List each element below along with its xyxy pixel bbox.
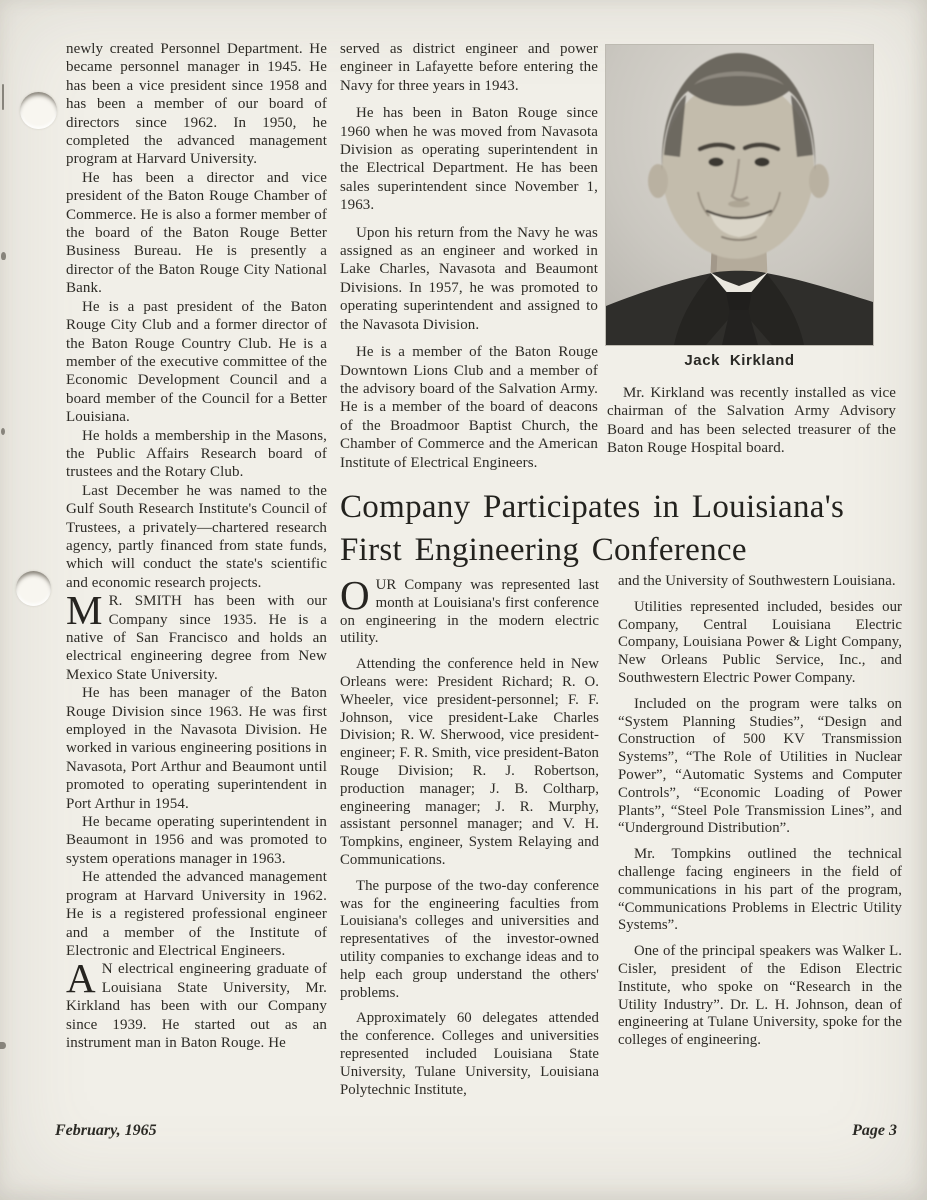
paragraph: He has been in Baton Rouge since 1960 when he was moved from Navasota Division as operating superintendent in the Electrical Department. He has been sales superintendent since November 1, 1963. <box>340 105 598 214</box>
photo-caption: Jack Kirkland <box>684 352 795 369</box>
dropcap-letter: A <box>66 955 96 1002</box>
headline-line2: First Engineering Conference <box>340 532 747 568</box>
headline-line1: Company Participates in Louisiana's <box>340 489 845 525</box>
column-middle <box>340 40 598 481</box>
paragraph: Mr. Kirkland was recently installed as vice chairman of the Salvation Army Advisory Board and has been selected treasurer of the Baton Rouge Hospital board. <box>607 385 896 457</box>
conference-column-2 <box>618 573 902 1058</box>
paragraph: Included on the program were talks on “System Planning Studies”, “Design and Construction of 500 KV Transmission Systems”, “The Role of Utilities in Nuclear Power”, “Automatic Systems and Computer Controls”, “Economic Loading of Power Plants”, “Steel Pole Transmission Lines”, and “Underground Distribution”. <box>618 695 902 837</box>
paragraph-dropcap: M R. SMITH has been with our Company since 1935. He is a native of San Francisco and holds an electrical engineering degree from New Mexico State University. <box>66 587 327 683</box>
paragraph: Upon his return from the Navy he was assigned as an engineer and worked in Lake Charles, Navasota and Beaumont Divisions. In 1957, he was promoted to operating superintendent and assigned to the Navasota Division. <box>340 224 598 333</box>
dropcap-letter: M <box>66 587 103 634</box>
paragraph: Mr. Tompkins outlined the technical challenge facing engineers in the field of communications in his part of the program, “Communications Problems in Electric Utility Systems”. <box>618 846 902 934</box>
paragraph: One of the principal speakers was Walker L. Cisler, president of the Edison Electric Institute, who spoke on “Research in the Utility Industry”. Dr. L. H. Johnson, dean of engineering at Tulane University, spoke for the colleges of engineering. <box>618 943 902 1049</box>
footer-page-number: Page 3 <box>852 1122 897 1139</box>
article-headline <box>340 486 910 572</box>
jack-kirkland-photo <box>606 45 873 345</box>
footer-issue-date: February, 1965 <box>55 1122 157 1139</box>
paragraph: He is a past president of the Baton Rouge City Club and a former director of the Baton Rouge Country Club. He is a member of the executive committee of the Economic Development Council and a board member of the Council for a Better Louisiana. <box>66 298 327 426</box>
paragraph: Utilities represented included, besides our Company, Central Louisiana Electric Company, Louisiana Power & Light Company, New Orleans Public Service, Inc., and Southwestern Electric Power Company. <box>618 598 902 686</box>
paragraph: He holds a membership in the Masons, the Public Affairs Research board of trustees and the Rotary Club. <box>66 427 327 481</box>
paragraph-dropcap: OUR Company was represented last month at Louisiana's first conference on engineering in the modern electric utility. <box>340 572 599 647</box>
paragraph: He has been a director and vice president of the Baton Rouge Chamber of Commerce. He is also a former member of the board of the Baton Rouge Better Business Bureau. He is presently a director of the Baton Rouge City National Bank. <box>66 169 327 297</box>
column-left <box>66 40 327 1052</box>
punch-hole <box>16 571 51 606</box>
paragraph: The purpose of the two-day conference was for the engineering faculties from Louisiana's colleges and universities and representatives of the investor-owned utility companies to exchange ideas and to help each group understand the others' problems. <box>340 877 599 1001</box>
conference-column-1 <box>340 572 599 1107</box>
portrait-illustration <box>606 45 873 345</box>
paragraph: Attending the conference held in New Orleans were: President Richard; R. O. Wheeler, vice president-personnel; F. F. Johnson, vice president-Lake Charles Division; R. W. Sherwood, vice president-engineer; F. R. Smith, vice president-Baton Rouge Division; R. J. Robertson, production manager; J. B. Coltharp, engineering manager; J. R. Murphy, assistant personnel manager; and V. H. Tompkins, engineer, System Relaying and Communications. <box>340 656 599 868</box>
punch-hole <box>20 92 57 129</box>
column-right <box>607 384 896 458</box>
paragraph: and the University of Southwestern Louisiana. <box>618 573 896 589</box>
paragraph: He became operating superintendent in Beaumont in 1956 and was promoted to system operations manager in 1963. <box>66 814 327 867</box>
scan-artifact <box>0 1042 6 1049</box>
paragraph: Approximately 60 delegates attended the conference. Colleges and universities represented included Louisiana State University, Tulane University, Louisiana Polytechnic Institute, <box>340 1010 599 1098</box>
paragraph: served as district engineer and power engineer in Lafayette before entering the Navy for three years in 1943. <box>340 41 598 94</box>
paragraph: He is a member of the Baton Rouge Downtown Lions Club and a member of the advisory board of the Salvation Army. He is a member of the board of deacons of the Broadmoor Baptist Church, the Chamber of Commerce and the American Institute of Electrical Engineers. <box>340 344 598 471</box>
dropcap-letter: O <box>340 572 370 618</box>
paragraph: He attended the advanced management program at Harvard University in 1962. He is a registered professional engineer and a member of the Institute of Electronic and Electrical Engineers. <box>66 869 327 959</box>
scan-artifact <box>1 252 6 260</box>
scan-artifact <box>1 428 5 435</box>
scan-artifact <box>2 84 4 110</box>
paragraph: Last December he was named to the Gulf South Research Institute's Council of Trustees, a privately—chartered research agency, partly financed from state funds, which will conduct the state's scientific and economic research projects. <box>66 482 327 591</box>
paragraph: He has been manager of the Baton Rouge Division since 1963. He was first employed in the Navasota Division. He worked in various engineering positions in Navasota, Port Arthur and Beaumont until promoted to operating superintendent in Port Arthur in 1954. <box>66 685 327 812</box>
paragraph: newly created Personnel Department. He became personnel manager in 1945. He has been a vice president since 1958 and has been a member of our board of directors since 1962. In 1950, he completed the advanced management program at Harvard University. <box>66 41 327 168</box>
paragraph-dropcap: A N electrical engineering graduate of Louisiana State University, Mr. Kirkland has been with our Company since 1939. He started out as an instrument man in Baton Rouge. He <box>66 955 327 1051</box>
